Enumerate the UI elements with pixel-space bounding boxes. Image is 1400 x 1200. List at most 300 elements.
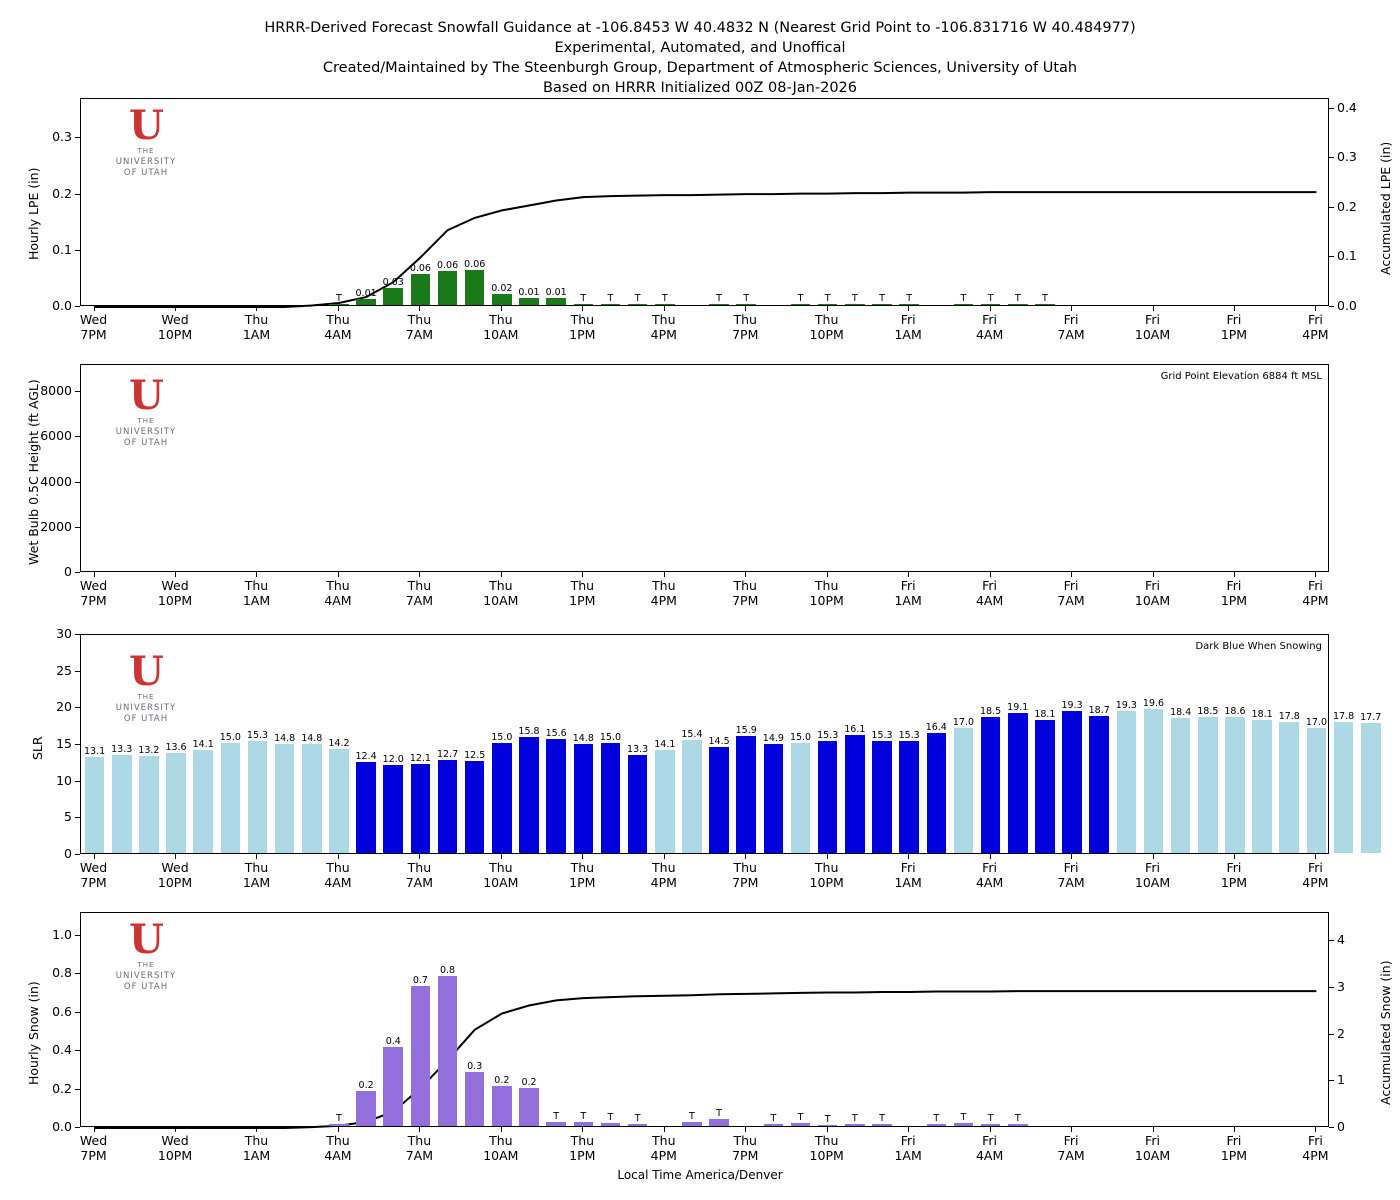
x-tick-label: Thu 4AM (324, 1133, 352, 1163)
bar (628, 755, 648, 853)
trace-label: T (960, 292, 967, 304)
y-tick-mark (75, 1127, 80, 1128)
bar-value-label: 0.06 (464, 259, 486, 271)
y-tick-label: 0.2 (1337, 198, 1357, 214)
bar-value-label: 15.0 (219, 732, 241, 743)
y-tick-mark (75, 817, 80, 818)
x-tick-label: Wed 7PM (79, 312, 108, 342)
x-tick-label: Thu 1AM (242, 1133, 271, 1163)
x-tick-label: Thu 10PM (809, 578, 844, 608)
university-of-utah-logo (98, 102, 194, 179)
y-tick-label: 1 (1337, 1072, 1345, 1088)
x-tick-label: Fri 4PM (1302, 312, 1329, 342)
x-tick-mark (664, 1127, 665, 1132)
logo-line-university: UNIVERSITY (115, 703, 177, 713)
x-tick-mark (94, 572, 95, 577)
x-tick-mark (827, 572, 828, 577)
bar (764, 1124, 784, 1126)
x-tick-mark (175, 306, 176, 311)
logo-line-university: UNIVERSITY (115, 157, 177, 167)
x-tick-label: Fri 1PM (1220, 312, 1248, 342)
trace-label: T (987, 1113, 994, 1125)
bar-value-label: 12.0 (382, 754, 404, 765)
bar (465, 1072, 485, 1126)
trace-label: T (851, 1113, 858, 1125)
x-tick-mark (827, 854, 828, 859)
trace-label: T (1014, 1113, 1021, 1125)
bar-value-label: 0.2 (521, 1076, 537, 1088)
panel-hourly-snow (80, 912, 1329, 1127)
y-tick-mark (75, 973, 80, 974)
logo-line-the: THE (137, 961, 155, 969)
x-tick-label: Fri 4PM (1302, 1133, 1329, 1163)
x-tick-label: Thu 10AM (483, 312, 519, 342)
x-tick-label: Fri 1AM (894, 578, 922, 608)
bar (383, 765, 403, 853)
bar-value-label: 18.1 (1034, 709, 1056, 721)
y-tick-label: 2000 (40, 518, 72, 534)
bar-value-label: 14.1 (192, 738, 214, 750)
bar-value-label: 0.01 (545, 287, 567, 299)
y-tick-label: 20 (56, 699, 72, 715)
bar (492, 1086, 512, 1126)
bar-value-label: 15.8 (518, 726, 540, 738)
university-of-utah-logo (98, 648, 194, 725)
y-tick-label: 8000 (40, 383, 72, 399)
x-tick-label: Thu 4PM (650, 860, 677, 890)
y-tick-mark (1329, 306, 1334, 307)
x-tick-label: Wed 7PM (79, 860, 108, 890)
bar-value-label: 14.1 (654, 738, 676, 750)
trace-label: T (634, 292, 641, 304)
title-line-2: Experimental, Automated, and Unoffical (554, 40, 846, 56)
x-tick-mark (827, 1127, 828, 1132)
bar-value-label: 14.8 (301, 733, 323, 745)
x-tick-label: Wed 10PM (157, 860, 193, 890)
x-tick-label: Thu 1AM (242, 860, 271, 890)
y-tick-mark (75, 250, 80, 251)
x-tick-label: Thu 10PM (809, 1133, 844, 1163)
x-tick-mark (175, 572, 176, 577)
x-tick-mark (1234, 1127, 1235, 1132)
x-axis-caption: Local Time America/Denver (617, 1168, 783, 1182)
bar (221, 743, 241, 853)
y-tick-label: 0.4 (52, 1042, 72, 1058)
bar-value-label: 15.3 (871, 729, 893, 741)
trace-label: T (770, 1113, 777, 1125)
bar-value-label: 15.9 (735, 725, 757, 737)
x-tick-mark (1071, 1127, 1072, 1132)
x-tick-mark (582, 572, 583, 577)
bar-value-label: 0.06 (409, 263, 431, 275)
x-tick-label: Fri 10AM (1134, 312, 1171, 342)
bar (1008, 304, 1028, 305)
bar-value-label: 13.3 (111, 744, 133, 756)
x-tick-label: Thu 7AM (405, 312, 434, 342)
x-tick-mark (256, 306, 257, 311)
bar-value-label: 0.03 (382, 277, 404, 289)
x-tick-label: Fri 1AM (894, 1133, 922, 1163)
y-tick-label: 5 (64, 809, 72, 825)
bar (438, 271, 458, 305)
bar-value-label: 14.5 (708, 735, 730, 747)
bar (465, 761, 485, 853)
bar (519, 737, 539, 853)
logo-line-the: THE (137, 417, 155, 425)
x-tick-mark (1315, 1127, 1316, 1132)
x-tick-label: Wed 10PM (157, 312, 193, 342)
y-tick-mark (1329, 1034, 1334, 1035)
bar-value-label: 0.2 (358, 1080, 374, 1092)
y-tick-mark (75, 1012, 80, 1013)
panel1-y2label: Accumulated LPE (in) (1378, 141, 1393, 275)
x-tick-mark (1234, 572, 1235, 577)
bar (1334, 722, 1354, 853)
x-tick-mark (582, 854, 583, 859)
y-tick-mark (75, 572, 80, 573)
logo-line-of-utah: OF UTAH (123, 168, 169, 178)
bar-value-label: 17.0 (1305, 717, 1327, 729)
bar-value-label: 15.3 (817, 729, 839, 741)
bar (574, 1122, 594, 1126)
x-tick-label: Thu 1PM (569, 578, 596, 608)
y-tick-label: 3 (1337, 978, 1345, 994)
x-tick-mark (664, 306, 665, 311)
x-tick-label: Thu 7PM (732, 1133, 759, 1163)
title-line-3: Created/Maintained by The Steenburgh Group, Department of Atmospheric Sciences, University of Utah (322, 60, 1078, 76)
x-tick-label: Fri 4AM (975, 860, 1004, 890)
panel-hourly-lpe (80, 98, 1329, 306)
bar (166, 753, 186, 853)
trace-label: T (879, 292, 885, 304)
x-tick-mark (827, 306, 828, 311)
bar-value-label: 0.8 (439, 965, 456, 977)
trace-label: T (607, 292, 614, 304)
bar (356, 762, 376, 853)
y-tick-mark (75, 436, 80, 437)
x-tick-mark (419, 572, 420, 577)
y-tick-label: 0 (64, 564, 72, 579)
y-tick-label: 10 (56, 772, 72, 788)
y-tick-label: 0.2 (52, 185, 72, 201)
bar-value-label: 0.7 (412, 974, 428, 986)
bar (791, 304, 811, 305)
y-tick-label: 0.6 (52, 1003, 72, 1019)
x-tick-label: Fri 10AM (1134, 1133, 1171, 1163)
bar (275, 744, 295, 853)
bar (736, 304, 756, 305)
bar (411, 274, 431, 305)
y-tick-mark (75, 527, 80, 528)
bar (1144, 709, 1164, 853)
bar (1008, 1124, 1028, 1126)
panel-slr (80, 634, 1382, 854)
trace-label: T (824, 292, 831, 304)
y-tick-mark (75, 482, 80, 483)
bar (899, 741, 919, 853)
x-tick-mark (419, 854, 420, 859)
bar (302, 744, 322, 853)
bar (791, 743, 811, 853)
bar (1089, 716, 1109, 853)
y-tick-label: 6000 (40, 428, 72, 444)
x-tick-mark (256, 572, 257, 577)
bar (1198, 717, 1218, 853)
bar (546, 739, 566, 853)
x-tick-label: Thu 4AM (324, 312, 352, 342)
x-tick-label: Thu 10AM (483, 860, 519, 890)
x-tick-mark (338, 306, 339, 311)
x-tick-label: Fri 7AM (1057, 860, 1085, 890)
x-tick-mark (501, 854, 502, 859)
x-tick-mark (745, 854, 746, 859)
bar (709, 304, 729, 305)
bar-value-label: 13.3 (627, 744, 649, 756)
x-tick-label: Thu 4AM (324, 578, 352, 608)
x-tick-label: Thu 4PM (650, 578, 677, 608)
x-tick-label: Thu 10PM (809, 860, 844, 890)
trace-label: T (336, 292, 342, 304)
x-tick-label: Fri 7AM (1057, 312, 1085, 342)
bar-value-label: 0.4 (385, 1036, 401, 1048)
y-tick-label: 0.1 (52, 241, 72, 257)
x-tick-mark (175, 1127, 176, 1132)
x-tick-mark (501, 1127, 502, 1132)
x-tick-mark (94, 306, 95, 311)
bar (1361, 723, 1381, 853)
bar-value-label: 18.1 (1251, 709, 1273, 721)
x-tick-mark (908, 854, 909, 859)
u-logo-mark: U (129, 102, 163, 149)
y-tick-mark (75, 634, 80, 635)
bar (709, 747, 729, 853)
bar (682, 740, 702, 853)
y-tick-label: 4000 (40, 473, 72, 489)
x-tick-label: Fri 10AM (1134, 578, 1171, 608)
x-tick-label: Fri 1PM (1220, 860, 1248, 890)
title-line-4: Based on HRRR Initialized 00Z 08-Jan-2026 (543, 80, 857, 96)
bar (845, 304, 865, 305)
x-tick-mark (664, 854, 665, 859)
x-tick-label: Fri 1AM (894, 860, 922, 890)
bar-value-label: 18.5 (980, 706, 1002, 718)
x-tick-mark (908, 572, 909, 577)
x-tick-mark (1153, 1127, 1154, 1132)
bar (927, 1124, 947, 1126)
bar (954, 728, 974, 853)
trace-label: T (689, 1111, 695, 1123)
x-tick-label: Wed 10PM (157, 1133, 193, 1163)
bar (85, 757, 105, 853)
bar (519, 298, 539, 305)
y-tick-label: 0.0 (1337, 298, 1357, 313)
accumulation-line (81, 913, 1330, 1128)
x-tick-label: Fri 4PM (1302, 578, 1329, 608)
bar-value-label: 15.0 (491, 732, 513, 743)
bar (546, 298, 566, 305)
x-tick-label: Fri 4PM (1302, 860, 1329, 890)
y-tick-label: 2 (1337, 1025, 1345, 1041)
x-tick-mark (1153, 572, 1154, 577)
x-tick-label: Wed 10PM (157, 578, 193, 608)
bar (112, 755, 132, 853)
bar (329, 304, 349, 305)
y-tick-label: 0.4 (1337, 99, 1357, 115)
x-tick-mark (1071, 572, 1072, 577)
y-tick-mark (75, 781, 80, 782)
x-tick-label: Thu 10AM (483, 1133, 519, 1163)
x-tick-mark (338, 1127, 339, 1132)
y-tick-mark (1329, 987, 1334, 988)
page-title (0, 18, 1400, 98)
x-tick-mark (1315, 306, 1316, 311)
bar (655, 304, 675, 305)
bar (1252, 720, 1272, 853)
logo-line-university: UNIVERSITY (115, 427, 177, 437)
y-tick-label: 0.2 (52, 1080, 72, 1096)
bar (655, 750, 675, 853)
y-tick-label: 30 (56, 626, 72, 641)
panel3-ylabel: SLR (30, 736, 45, 760)
title-line-1: HRRR-Derived Forecast Snowfall Guidance at -106.8453 W 40.4832 N (Nearest Grid Point to -106.831716 W 40.484977) (264, 20, 1136, 36)
bar-value-label: 19.1 (1007, 701, 1029, 713)
x-tick-label: Fri 7AM (1057, 1133, 1085, 1163)
x-tick-label: Thu 7AM (405, 1133, 434, 1163)
x-tick-label: Fri 4AM (975, 578, 1004, 608)
bar-value-label: 14.8 (274, 733, 296, 745)
bar (601, 743, 621, 853)
x-tick-mark (990, 572, 991, 577)
x-tick-mark (908, 1127, 909, 1132)
bar-value-label: 14.9 (762, 732, 784, 744)
bar (438, 760, 458, 853)
x-tick-label: Thu 7PM (732, 860, 759, 890)
bar-value-label: 19.6 (1142, 698, 1165, 710)
trace-label: T (661, 292, 668, 304)
bar (411, 986, 431, 1126)
bar-value-label: 17.8 (1278, 711, 1300, 723)
bar (411, 764, 431, 853)
y-tick-mark (75, 391, 80, 392)
university-of-utah-logo (98, 372, 194, 449)
y-tick-mark (75, 935, 80, 936)
elevation-note: Grid Point Elevation 6884 ft MSL (1160, 371, 1322, 382)
bar (248, 741, 268, 853)
x-tick-mark (1234, 854, 1235, 859)
bar (465, 270, 485, 305)
panel-wetbulb-height (80, 364, 1329, 572)
x-tick-mark (990, 854, 991, 859)
bar (1062, 711, 1082, 853)
bar (356, 1091, 376, 1126)
x-tick-mark (175, 854, 176, 859)
u-logo-mark: U (129, 648, 163, 695)
bar (981, 717, 1001, 853)
trace-label: T (580, 1111, 587, 1123)
trace-label: T (716, 1108, 722, 1120)
y-tick-label: 0.1 (1337, 248, 1357, 264)
logo-line-the: THE (137, 693, 155, 701)
y-tick-mark (75, 137, 80, 138)
x-tick-label: Fri 1AM (894, 312, 922, 342)
bar-value-label: 13.6 (165, 742, 187, 754)
x-tick-mark (908, 306, 909, 311)
y-tick-mark (75, 306, 80, 307)
bar (438, 976, 458, 1126)
y-tick-label: 4 (1337, 932, 1345, 948)
x-tick-mark (256, 854, 257, 859)
panel1-ylabel: Hourly LPE (in) (26, 167, 41, 260)
trace-label: T (607, 1112, 614, 1124)
x-tick-mark (501, 306, 502, 311)
x-tick-label: Wed 7PM (79, 578, 108, 608)
trace-label: T (1014, 292, 1021, 304)
x-tick-label: Thu 7PM (732, 578, 759, 608)
bar-value-label: 15.3 (246, 729, 269, 741)
y-tick-mark (1329, 108, 1334, 109)
logo-line-the: THE (137, 147, 155, 155)
bar (791, 1123, 811, 1126)
y-tick-label: 0.0 (52, 298, 72, 313)
bar (818, 1125, 838, 1126)
bar (546, 1122, 566, 1126)
bar (872, 741, 892, 853)
bar (872, 304, 892, 305)
bar (628, 1124, 648, 1126)
x-tick-mark (1153, 854, 1154, 859)
x-tick-mark (1315, 854, 1316, 859)
bar (574, 744, 594, 853)
trace-label: T (987, 292, 994, 304)
bar (601, 1123, 621, 1126)
bar (1035, 304, 1055, 305)
bar-value-label: 17.7 (1360, 712, 1382, 724)
y-tick-label: 25 (56, 662, 72, 678)
bar-value-label: 15.3 (898, 729, 920, 741)
y-tick-label: 0.3 (52, 129, 72, 145)
bar (872, 1124, 892, 1126)
bar (845, 735, 865, 853)
u-logo-mark: U (129, 372, 163, 419)
trace-label: T (580, 292, 587, 304)
x-tick-mark (582, 1127, 583, 1132)
bar-value-label: 0.06 (436, 260, 459, 272)
trace-label: T (933, 1113, 940, 1125)
logo-line-of-utah: OF UTAH (123, 714, 169, 724)
x-tick-label: Wed 7PM (79, 1133, 108, 1163)
x-tick-mark (1234, 306, 1235, 311)
x-tick-label: Fri 4AM (975, 1133, 1004, 1163)
bar (709, 1119, 729, 1126)
x-tick-mark (745, 1127, 746, 1132)
bar (383, 1047, 403, 1126)
bar (899, 304, 919, 305)
x-tick-mark (419, 1127, 420, 1132)
bar-value-label: 18.4 (1170, 707, 1192, 719)
panel4-y2label: Accumulated Snow (in) (1378, 960, 1393, 1105)
trace-label: T (743, 292, 750, 304)
y-tick-label: 0 (64, 846, 72, 861)
bar (981, 304, 1001, 305)
trace-label: T (553, 1111, 560, 1123)
x-tick-label: Thu 7PM (732, 312, 759, 342)
bar (1171, 718, 1191, 853)
bar-value-label: 14.2 (328, 737, 350, 749)
x-tick-label: Thu 7AM (405, 860, 434, 890)
bar (818, 304, 838, 305)
bar-value-label: 14.8 (572, 733, 594, 745)
bar-value-label: 13.1 (84, 745, 106, 757)
